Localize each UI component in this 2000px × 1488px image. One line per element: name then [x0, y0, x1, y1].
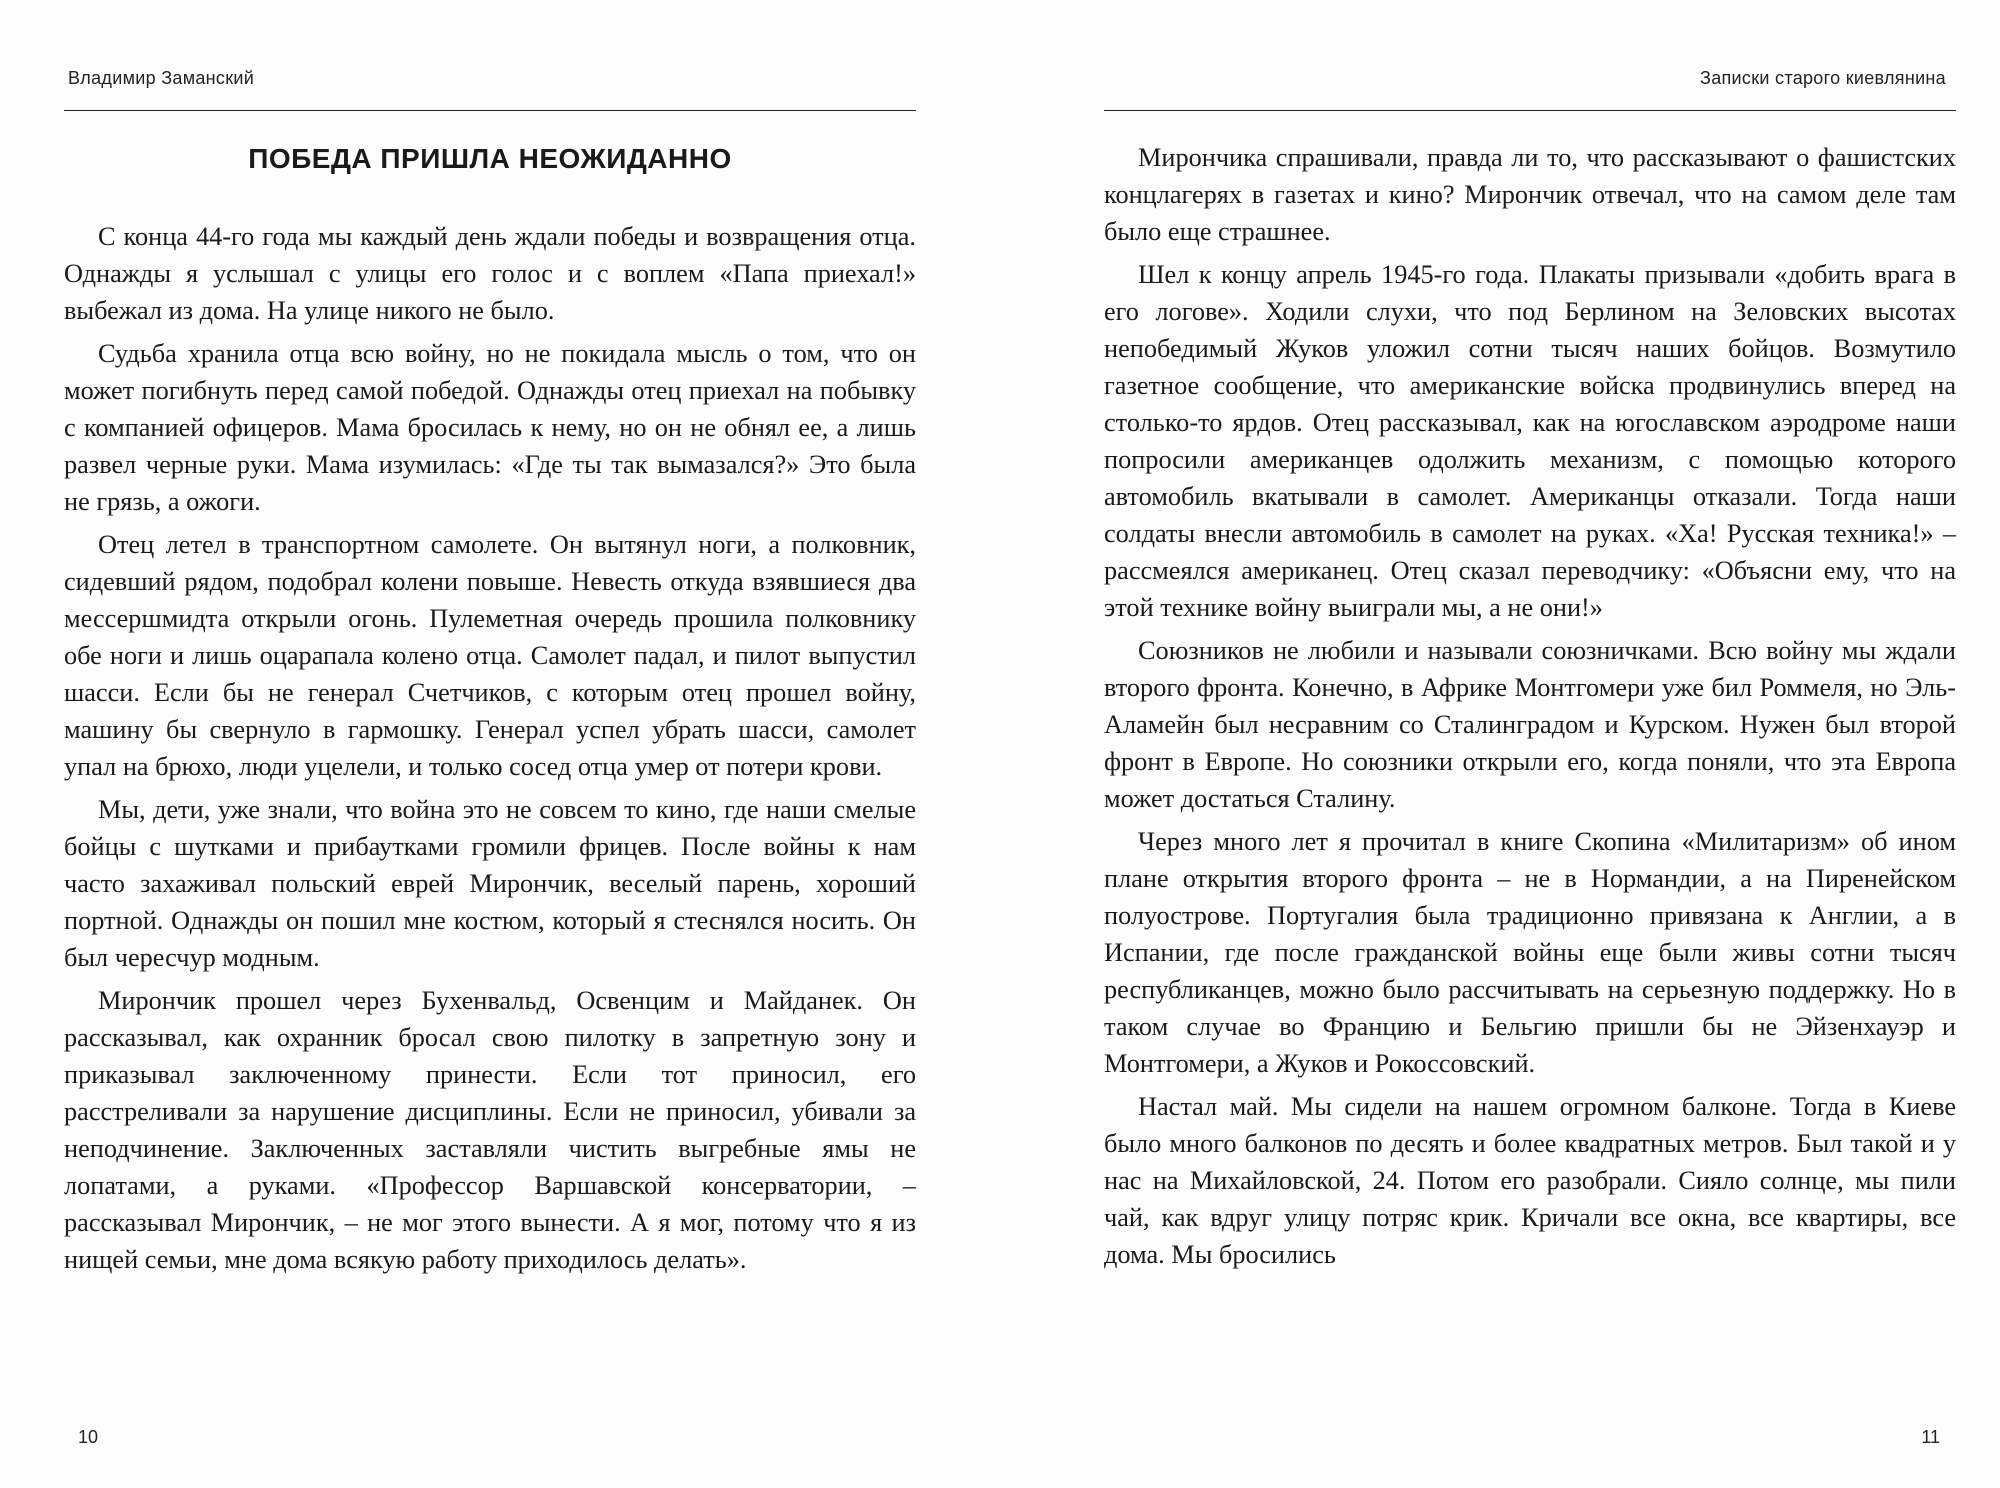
running-head-author: Владимир Заманский [68, 68, 255, 88]
header-rule [64, 110, 916, 111]
header-rule [1104, 110, 1956, 111]
right-body-text [1104, 139, 1956, 1279]
paragraph: Настал май. Мы сидели на нашем огромном балконе. Тогда в Киеве было много балконов по десять и более квадратных метров. Был такой и у нас на Михайловской, 24. Потом его разобрали. Сияло солнце, мы пили чай, как вдруг улицу потряс крик. Кричали все окна, все квартиры, все дома. Мы бросились [1104, 1092, 1956, 1269]
paragraph: Шел к концу апрель 1945-го года. Плакаты призывали «добить врага в его логове». Ходили слухи, что под Берлином на Зеловских высотах непобедимый Жуков уложил сотни тысяч наших бойцов. Возмутило газетное сообщение, что американские войска продвинулись вперед на столько-то ярдов. Отец рассказывал, как на югославском аэродроме наши попросили американцев одолжить механизм, с помощью которого автомобиль вкатывали в самолет. Американцы отказали. Тогда наши солдаты внесли автомобиль в самолет на руках. «Ха! Русская техника!» – рассмеялся американец. Отец сказал переводчику: «Объясни ему, что на этой технике войну выиграли мы, а не они!» [1104, 260, 1956, 622]
paragraph: С конца 44-го года мы каждый день ждали победы и возвращения отца. Однажды я услышал с улицы его голос и с воплем «Папа приехал!» выбежал из дома. На улице никого не было. [64, 222, 916, 325]
right-page [1104, 0, 1954, 1488]
paragraph: Через много лет я прочитал в книге Скопина «Милитаризм» об ином плане открытия второго фронта – не в Нормандии, а на Пиренейском полуострове. Португалия была традиционно привязана к Англии, а в Испании, где после гражданской войны еще были живы сотни тысяч республиканцев, можно было рассчитывать на серьезную поддержку. Но в таком случае во Францию и Бельгию пришли бы не Эйзенхауэр и Монтгомери, а Жуков и Рокоссовский. [1104, 827, 1956, 1078]
paragraph: Судьба хранила отца всю войну, но не покидала мысль о том, что он может погибнуть перед самой победой. Однажды отец приехал на побывку с компанией офицеров. Мама бросилась к нему, но он не обнял ее, а лишь развел черные руки. Мама изумилась: «Где ты так вымазался?» Это была не грязь, а ожоги. [64, 339, 916, 516]
paragraph: Мирончик прошел через Бухенвальд, Освенцим и Майданек. Он рассказывал, как охранник бросал свою пилотку в запретную зону и приказывал заключенному принести. Если тот приносил, его расстреливали за нарушение дисциплины. Если не приносил, убивали за неподчинение. Заключенных заставляли чистить выгребные ямы не лопатами, а руками. «Профессор Варшавской консерватории, – рассказывал Мирончик, – не мог этого вынести. А я мог, потому что я из нищей семьи, мне дома всякую работу приходилось делать». [64, 986, 916, 1274]
running-head-book-title: Записки старого киевлянина [1700, 68, 1946, 88]
page-number: 10 [78, 1427, 99, 1447]
left-page [64, 0, 914, 1488]
paragraph: Мирончика спрашивали, правда ли то, что рассказывают о фашистских концлагерях в газетах и кино? Мирончик отвечал, что на самом деле там было еще страшнее. [1104, 143, 1956, 246]
page-number: 11 [1921, 1427, 1940, 1447]
chapter-title: ПОБЕДА ПРИШЛА НЕОЖИДАННО [248, 143, 732, 174]
paragraph: Союзников не любили и называли союзничками. Всю войну мы ждали второго фронта. Конечно, в Африке Монтгомери уже бил Роммеля, но Эль-Аламейн был несравним со Сталинградом и Курском. Нужен был второй фронт в Европе. Но союзники открыли его, когда поняли, что эта Европа может достаться Сталину. [1104, 636, 1956, 813]
left-body-text [64, 218, 916, 1284]
paragraph: Мы, дети, уже знали, что война это не совсем то кино, где наши смелые бойцы с шутками и прибаутками громили фрицев. После войны к нам часто захаживал польский еврей Мирончик, веселый парень, хороший портной. Однажды он пошил мне костюм, который я стеснялся носить. Он был чересчур модным. [64, 795, 916, 972]
paragraph: Отец летел в транспортном самолете. Он вытянул ноги, а полковник, сидевший рядом, подобрал колени повыше. Невесть откуда взявшиеся два мессершмидта открыли огонь. Пулеметная очередь прошила полковнику обе ноги и лишь оцарапала колено отца. Самолет падал, и пилот выпустил шасси. Если бы не генерал Счетчиков, с которым отец прошел войну, машину бы свернуло в гармошку. Генерал успел убрать шасси, самолет упал на брюхо, люди уцелели, и только сосед отца умер от потери крови. [64, 530, 916, 781]
